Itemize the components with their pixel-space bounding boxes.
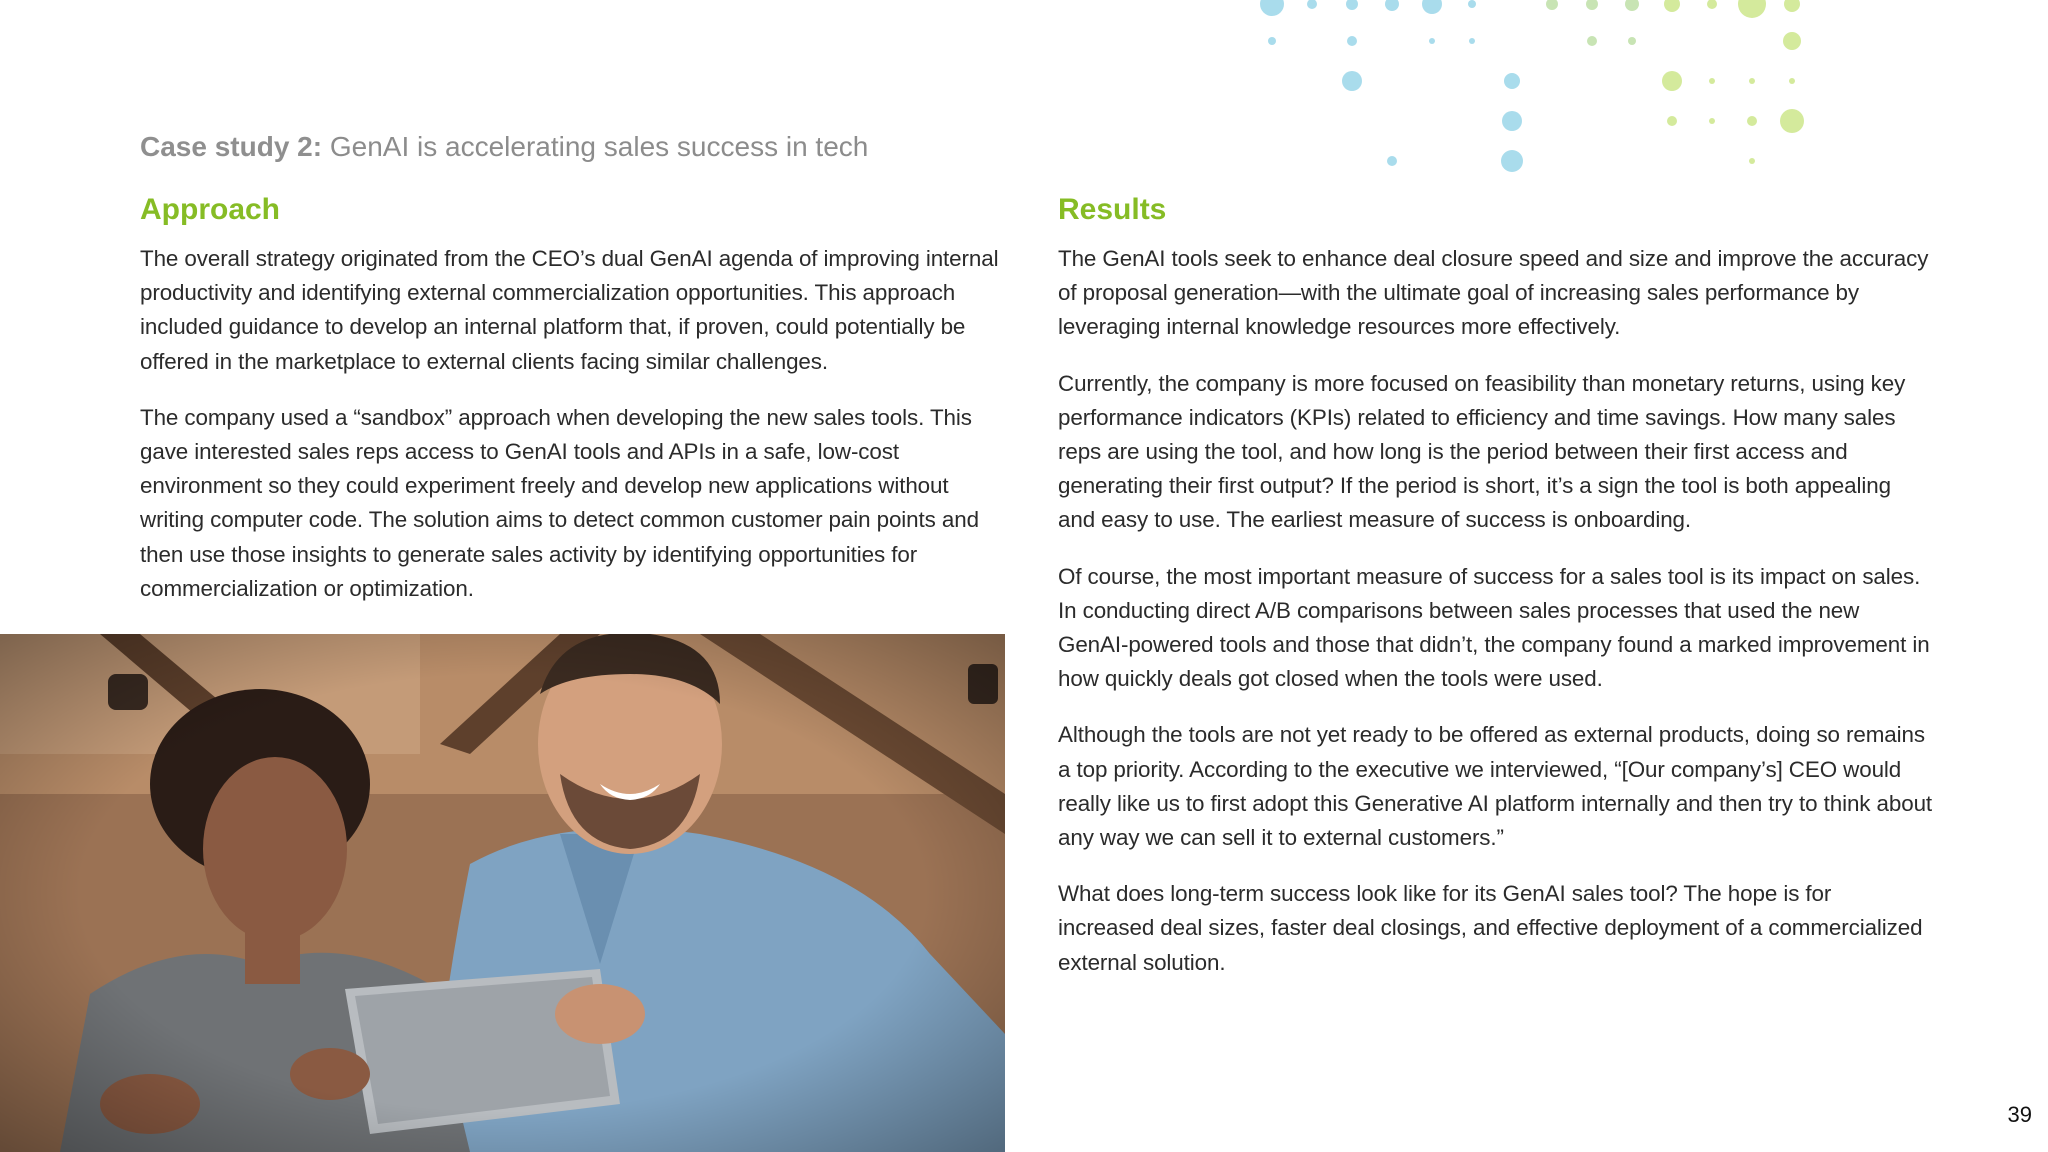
results-paragraph: The GenAI tools seek to enhance deal closure speed and size and improve the accuracy of proposal generation—with the ultimate goal of increasing sales performance by leveraging internal knowledge resources more effectively. <box>1058 246 1929 340</box>
approach-paragraph: The overall strategy originated from the CEO’s dual GenAI agenda of improving internal productivity and identifying external commercialization opportunities. This approach included guidance to develop an internal platform that, if proven, could potentially be offered in the marketplace to external clients facing similar challenges. <box>140 246 999 374</box>
approach-paragraph: The company used a “sandbox” approach when developing the new sales tools. This gave interested sales reps access to GenAI tools and APIs in a safe, low-cost environment so they could experiment freely and develop new applications without writing computer code. The solution aims to detect common customer pain points and then use those insights to generate sales activity by identifying opportunities for commercialization or optimization. <box>140 404 979 601</box>
results-section <box>1058 190 1933 1002</box>
case-study-title <box>140 131 868 163</box>
case-study-subtitle: GenAI is accelerating sales success in tech <box>322 131 869 162</box>
approach-heading: Approach <box>140 193 281 226</box>
results-paragraph: Currently, the company is more focused on feasibility than monetary returns, using key performance indicators (KPIs) related to efficiency and time savings. How many sales reps are using the tool, and how long is the period between their first access and generating their first output? If the period is short, it’s a sign the tool is both appealing and easy to use. The earliest measure of success is onboarding. <box>1058 370 1906 533</box>
case-study-label: Case study 2: <box>140 131 323 162</box>
results-paragraph: What does long-term success look like for its GenAI sales tool? The hope is for increased deal sizes, faster deal closings, and effective deployment of a commercialized external solution. <box>1058 881 1923 975</box>
decorative-dot-pattern <box>0 0 2048 200</box>
page-number: 39 <box>2007 1102 2032 1127</box>
photo-colleagues-with-tablet <box>0 634 1005 1152</box>
results-heading: Results <box>1058 193 1167 226</box>
results-paragraph: Although the tools are not yet ready to be offered as external products, doing so remains a top priority. According to the executive we interviewed, “[Our company’s] CEO would really like us to first adopt this Generative AI platform internally and then try to think about any way we can sell it to external customers.” <box>1058 722 1933 851</box>
photo-illustration <box>0 634 1005 1152</box>
results-paragraph: Of course, the most important measure of success for a sales tool is its impact on sales. In conducting direct A/B comparisons between sales processes that used the new GenAI-powered tools and those that didn’t, the company found a marked improvement in how quickly deals got closed when the tools were used. <box>1058 563 1930 692</box>
approach-section <box>140 190 1010 628</box>
